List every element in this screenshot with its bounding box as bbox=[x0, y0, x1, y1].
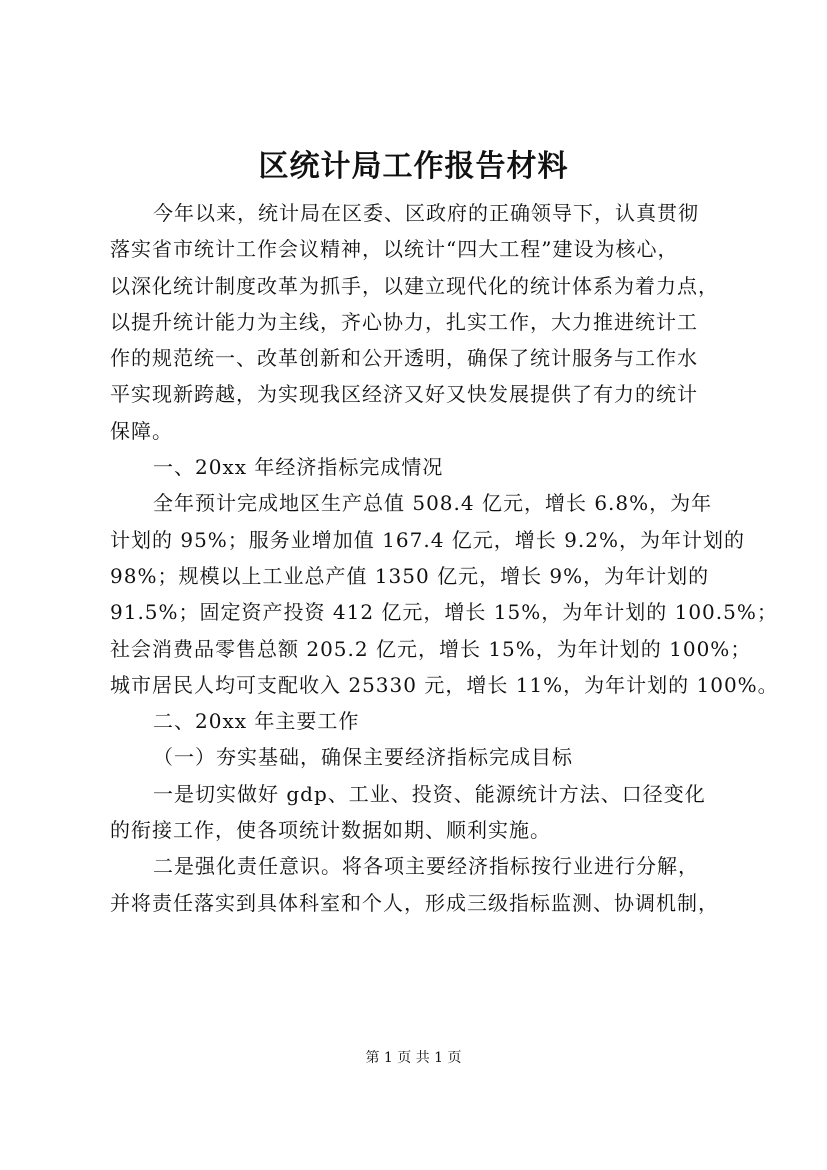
body-line: 91.5%；固定资产投资 412 亿元，增长 15%，为年计划的 100.5%； bbox=[110, 600, 778, 625]
body-line: 98%；规模以上工业总产值 1350 亿元，增长 9%，为年计划的 bbox=[110, 563, 710, 588]
body-line: 以深化统计制度改革为抓手，以建立现代化的统计体系为着力点， bbox=[110, 273, 719, 298]
section-heading: 二、20xx 年主要工作 bbox=[153, 709, 360, 734]
body-line: 二是强化责任意识。将各项主要经济指标按行业进行分解， bbox=[153, 854, 699, 879]
body-line: 城市居民人均可支配收入 25330 元，增长 11%，为年计划的 100%。 bbox=[110, 672, 779, 697]
document-title: 区统计局工作报告材料 bbox=[258, 149, 569, 184]
body-line: 落实省市统计工作会议精神，以统计“四大工程”建设为核心， bbox=[110, 237, 679, 262]
body-line: 社会消费品零售总额 205.2 亿元，增长 15%，为年计划的 100%； bbox=[110, 636, 752, 661]
document-body bbox=[110, 195, 779, 921]
body-line: 一是切实做好 gdp、工业、投资、能源统计方法、口径变化 bbox=[153, 781, 706, 806]
body-line: 今年以来，统计局在区委、区政府的正确领导下，认真贯彻 bbox=[153, 201, 699, 225]
body-line: 并将责任落实到具体科室和个人，形成三级指标监测、协调机制， bbox=[110, 890, 719, 915]
body-line: 全年预计完成地区生产总值 508.4 亿元，增长 6.8%，为年 bbox=[153, 491, 713, 516]
body-line: 平实现新跨越，为实现我区经济又好又快发展提供了有力的统计 bbox=[110, 382, 698, 407]
body-line: 计划的 95%；服务业增加值 167.4 亿元，增长 9.2%，为年计划的 bbox=[110, 527, 745, 552]
body-line: 的衔接工作，使各项统计数据如期、顺利实施。 bbox=[110, 818, 551, 843]
subsection-heading: （一）夯实基础，确保主要经济指标完成目标 bbox=[153, 745, 573, 770]
body-line: 作的规范统一、改革创新和公开透明，确保了统计服务与工作水 bbox=[110, 346, 698, 371]
body-line: 保障。 bbox=[110, 418, 173, 443]
section-heading: 一、20xx 年经济指标完成情况 bbox=[153, 455, 444, 480]
page-footer: 第 1 页 共 1 页 bbox=[365, 1050, 462, 1066]
body-line: 以提升统计能力为主线，齐心协力，扎实工作，大力推进统计工 bbox=[110, 309, 698, 334]
